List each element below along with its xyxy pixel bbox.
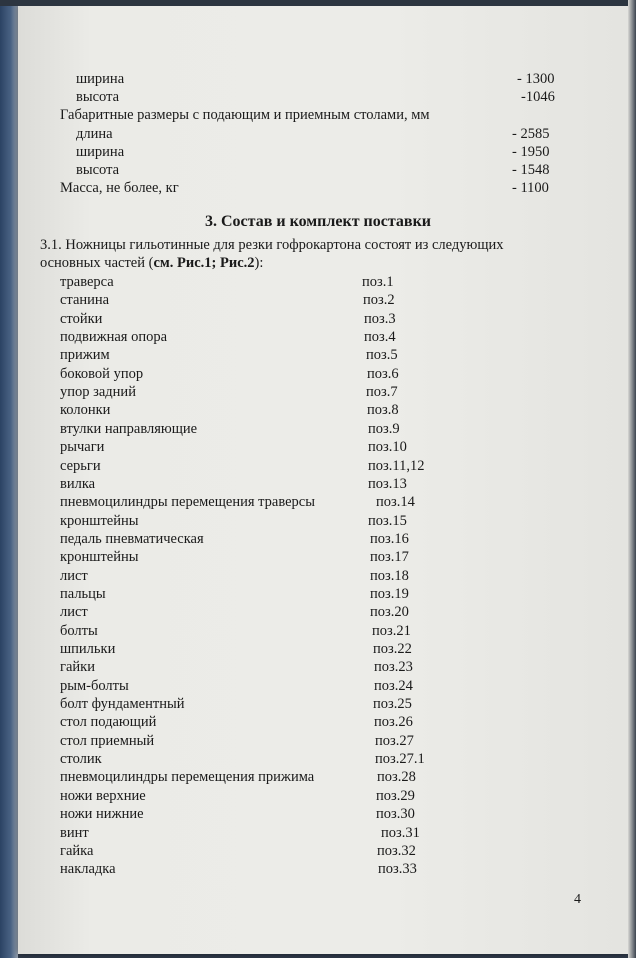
part-name: подвижная опора (60, 329, 168, 345)
part-position: поз.27 (375, 733, 414, 749)
figure-reference: см. Рис.1; Рис.2 (153, 255, 255, 271)
spec-label: ширина (76, 71, 125, 87)
intro-line-1: 3.1. Ножницы гильотинные для резки гофрокартона состоят из следующих (40, 237, 504, 253)
part-name: вилка (60, 476, 96, 492)
part-name: кронштейны (60, 549, 139, 565)
part-position: поз.30 (376, 806, 415, 822)
page-number: 4 (574, 892, 581, 907)
part-position: поз.27.1 (375, 751, 425, 767)
part-name: стол приемный (60, 733, 155, 749)
spec-label: ширина (76, 144, 125, 160)
part-position: поз.26 (374, 714, 413, 730)
spec-value: - 1950 (512, 144, 550, 160)
part-position: поз.20 (370, 604, 409, 620)
part-position: поз.1 (362, 274, 394, 290)
part-name: серьги (60, 458, 101, 474)
part-name: накладка (60, 861, 116, 877)
part-position: поз.31 (381, 825, 420, 841)
top-edge (0, 0, 636, 6)
part-position: поз.9 (368, 421, 400, 437)
part-position: поз.23 (374, 659, 413, 675)
spec-value: - 1300 (517, 71, 555, 87)
part-name: педаль пневматическая (60, 531, 204, 547)
part-position: поз.15 (368, 513, 407, 529)
intro-text: основных частей ( (40, 255, 154, 271)
part-name: болты (60, 623, 98, 639)
part-position: поз.16 (370, 531, 409, 547)
part-name: пневмоцилиндры перемещения траверсы (60, 494, 315, 510)
spec-label: высота (76, 89, 120, 105)
spec-value: - 1100 (512, 180, 549, 196)
part-position: поз.24 (374, 678, 413, 694)
part-name: рычаги (60, 439, 105, 455)
part-name: болт фундаментный (60, 696, 185, 712)
part-position: поз.25 (373, 696, 412, 712)
part-position: поз.14 (376, 494, 415, 510)
spec-value: - 1548 (512, 162, 550, 178)
part-name: стойки (60, 311, 103, 327)
part-position: поз.22 (373, 641, 412, 657)
part-position: поз.19 (370, 586, 409, 602)
spec-label: Масса, не более, кг (60, 180, 179, 196)
part-name: шпильки (60, 641, 116, 657)
part-name: упор задний (60, 384, 136, 400)
part-position: поз.29 (376, 788, 415, 804)
part-position: поз.8 (367, 402, 399, 418)
part-name: гайки (60, 659, 95, 675)
part-position: поз.33 (378, 861, 417, 877)
binder-edge-left (0, 0, 18, 958)
part-position: поз.32 (377, 843, 416, 859)
part-name: гайка (60, 843, 94, 859)
part-name: пневмоцилиндры перемещения прижима (60, 769, 315, 785)
part-name: пальцы (60, 586, 106, 602)
spec-value: - 2585 (512, 126, 550, 142)
part-name: столик (60, 751, 102, 767)
spec-label: Габаритные размеры с подающим и приемным столами, мм (60, 107, 430, 123)
part-position: поз.6 (367, 366, 399, 382)
part-name: ножи верхние (60, 788, 146, 804)
part-position: поз.2 (363, 292, 395, 308)
part-name: рым-болты (60, 678, 129, 694)
part-name: втулки направляющие (60, 421, 198, 437)
part-position: поз.13 (368, 476, 407, 492)
part-name: лист (60, 604, 88, 620)
part-position: поз.4 (364, 329, 396, 345)
part-name: кронштейны (60, 513, 139, 529)
part-position: поз.5 (366, 347, 398, 363)
part-name: стол подающий (60, 714, 157, 730)
section-title: 3. Состав и комплект поставки (205, 213, 431, 230)
part-position: поз.21 (372, 623, 411, 639)
part-position: поз.3 (364, 311, 396, 327)
part-position: поз.17 (370, 549, 409, 565)
part-position: поз.11,12 (368, 458, 425, 474)
intro-line-2 (40, 254, 585, 272)
part-position: поз.28 (377, 769, 416, 785)
part-position: поз.7 (366, 384, 398, 400)
spec-label: высота (76, 162, 120, 178)
part-name: прижим (60, 347, 110, 363)
part-name: станина (60, 292, 110, 308)
part-position: поз.10 (368, 439, 407, 455)
part-name: боковой упор (60, 366, 144, 382)
intro-text-end: ): (254, 255, 264, 271)
spec-label: длина (76, 126, 113, 142)
right-edge (628, 0, 636, 958)
part-name: колонки (60, 402, 111, 418)
spec-value: -1046 (521, 89, 555, 105)
part-name: ножи нижние (60, 806, 144, 822)
part-position: поз.18 (370, 568, 409, 584)
part-name: лист (60, 568, 88, 584)
part-name: винт (60, 825, 89, 841)
part-name: траверса (60, 274, 114, 290)
